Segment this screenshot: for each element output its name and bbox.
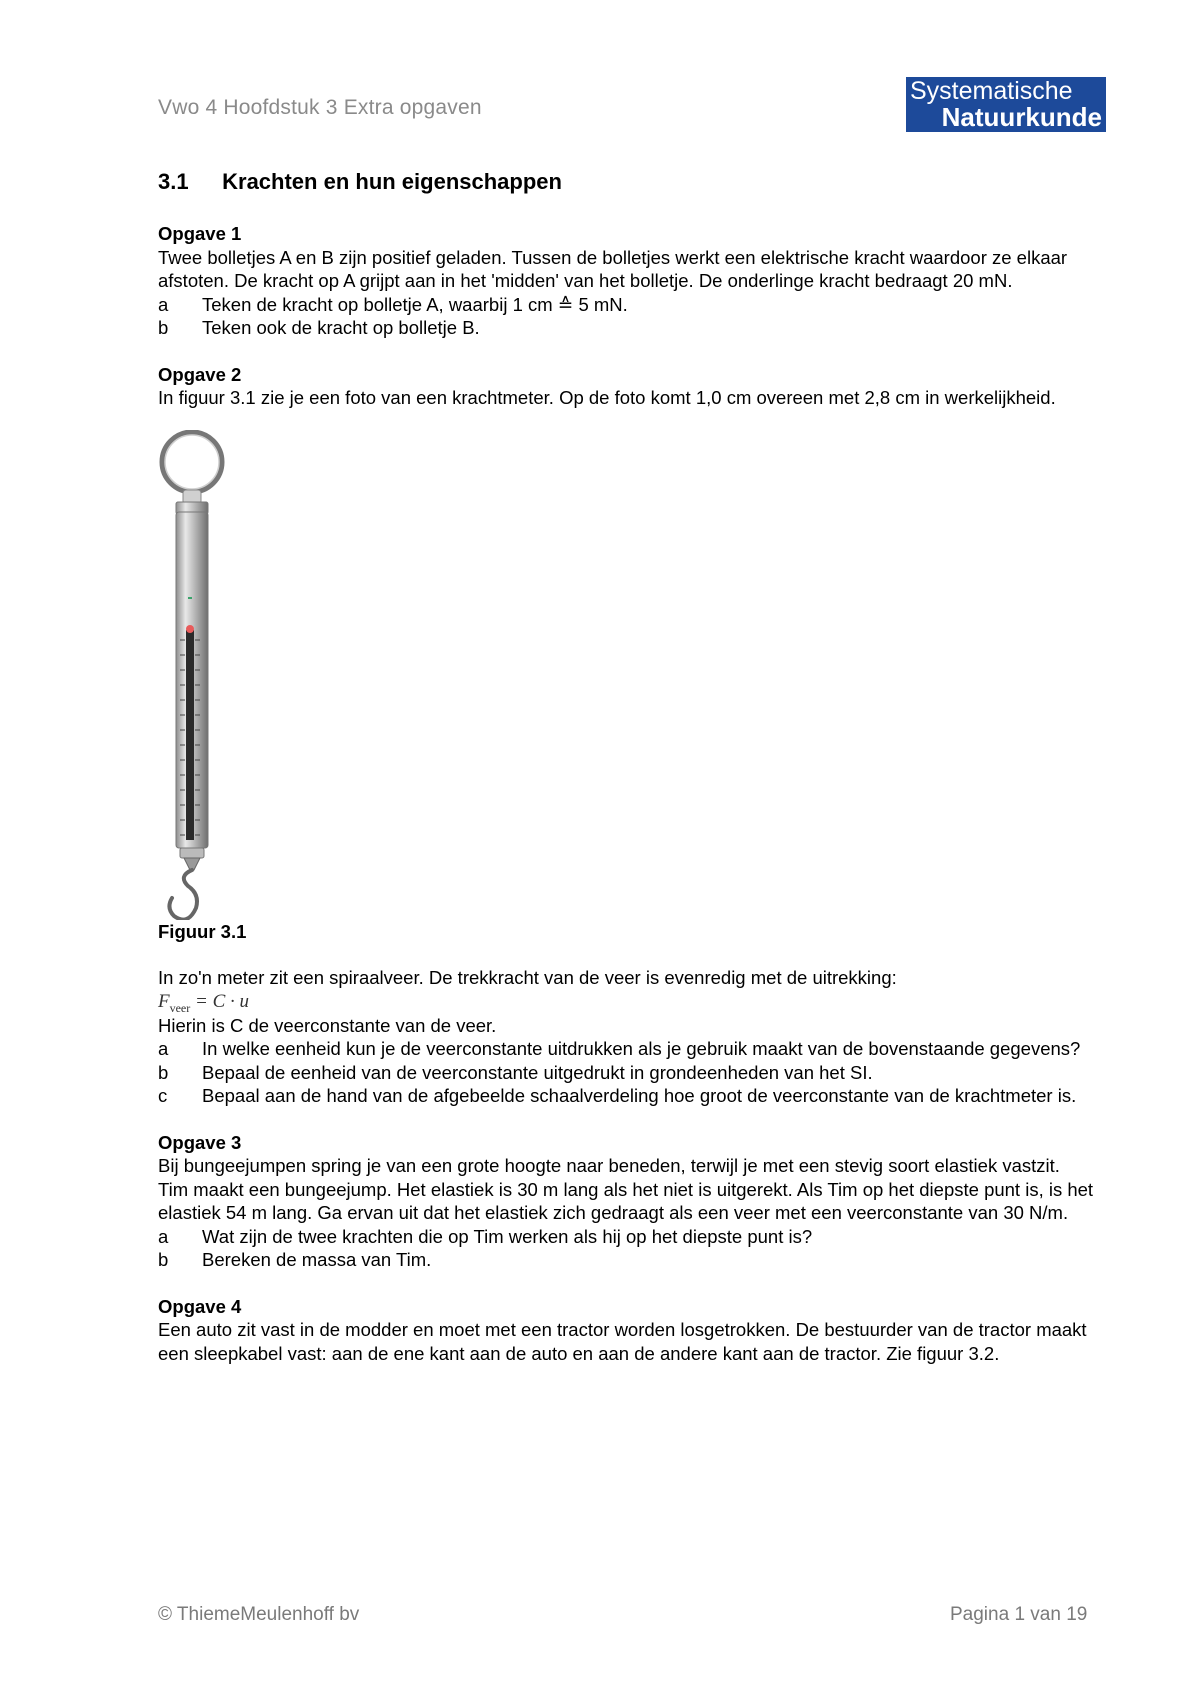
item-label: b [158,317,169,338]
hook-icon [169,870,197,920]
opgave-4-text: Een auto zit vast in de modder en moet met een tractor worden losgetrokken. De bestuurder van de tractor maakt een sleepkabel vast: aan de ene kant aan de auto en aan de andere kant aan de tractor. Zie figuur 3.2. [158,1319,1087,1364]
opgave-1-text: Twee bolletjes A en B zijn positief geladen. Tussen de bolletjes werkt een elektrische kracht waardoor ze elkaar afstoten. De kracht op A grijpt aan in het 'midden' van het bolletje. De onderlinge kracht bedraagt 20 mN. [158,246,1068,291]
item-text: Bepaal de eenheid van de veerconstante uitgedrukt in grondeenheden van het SI. [202,1061,873,1083]
opgave-2-title: Opgave 2 [158,363,242,385]
opgave-4 [158,1295,1108,1366]
opgave-4-title: Opgave 4 [158,1295,242,1317]
opgave-3-item-a [158,1225,1108,1249]
opgave-2-item-a [158,1037,1108,1061]
document-content [158,170,1108,1365]
item-text: Bereken de massa van Tim. [202,1249,432,1270]
opgave-1-title: Opgave 1 [158,223,242,244]
formula-subscript: veer [169,1000,191,1015]
spring-scale-image [158,430,238,920]
item-label: b [158,1061,169,1083]
item-label: a [158,293,169,315]
opgave-1 [158,222,1108,340]
formula-f: F [158,990,170,1012]
opgave-2-text: In figuur 3.1 zie je een foto van een krachtmeter. Op de foto komt 1,0 cm overeen met 2,8 cm in werkelijkheid. [158,387,1056,408]
item-text: Teken de kracht op bolletje A, waarbij 1 cm ≙ 5 mN. [202,293,628,315]
section-number: 3.1 [158,169,189,194]
item-label: c [158,1085,168,1106]
item-text: Teken ook de kracht op bolletje B. [202,317,480,338]
item-label: b [158,1249,169,1270]
item-text: In welke eenheid kun je de veerconstante uitdrukken als je gebruik maakt van de bovenstaande gegevens? [202,1038,1081,1059]
opgave-3-item-b [158,1248,1108,1272]
opgave-1-item-b [158,316,1108,340]
ring-icon [162,432,222,492]
opgave-2 [158,363,1108,1108]
section-title-text: Krachten en hun eigenschappen [222,169,562,194]
formula-rest: = C · u [190,990,250,1012]
item-label: a [158,1038,169,1059]
footer-page-number: Pagina 1 van 19 [950,1604,1088,1625]
item-text: Bepaal aan de hand van de afgebeelde schaalverdeling hoe groot de veerconstante van de krachtmeter is. [202,1085,1077,1106]
opgave-3-text: Bij bungeejumpen spring je van een grote hoogte naar beneden, terwijl je met een stevig soort elastiek vastzit. [158,1155,1060,1176]
opgave-2-item-b [158,1061,1108,1085]
item-label: a [158,1225,169,1247]
section-title [158,170,1108,197]
opgave-3 [158,1131,1108,1272]
logo-line-2: Natuurkunde [941,102,1102,132]
item-text: Wat zijn de twee krachten die op Tim werken als hij op het diepste punt is? [202,1225,813,1247]
opgave-3-title: Opgave 3 [158,1131,242,1153]
footer-copyright: © ThiemeMeulenhoff bv [158,1604,360,1625]
opgave-3-text-2: Tim maakt een bungeejump. Het elastiek is 30 m lang als het niet is uitgerekt. Als Tim op het diepste punt is, is het elastiek 54 m lang. Ga ervan uit dat het elastiek zich gedraagt als een veer met een veerconstante van 30 N/m. [158,1178,1094,1223]
opgave-2-item-c [158,1084,1108,1108]
logo-line-1: Systematische [910,77,1073,105]
formula [158,990,1108,1014]
figuur-3-1-krachtmeter [158,430,558,920]
opgave-1-item-a [158,293,1108,317]
figure-caption: Figuur 3.1 [158,920,247,942]
document-header-title: Vwo 4 Hoofdstuk 3 Extra opgaven [158,96,482,119]
opgave-2-text-2: In zo'n meter zit een spiraalveer. De trekkracht van de veer is evenredig met de uitrekking: [158,967,897,988]
publisher-logo [906,77,1106,132]
opgave-2-text-3: Hierin is C de veerconstante van de veer. [158,1014,497,1036]
